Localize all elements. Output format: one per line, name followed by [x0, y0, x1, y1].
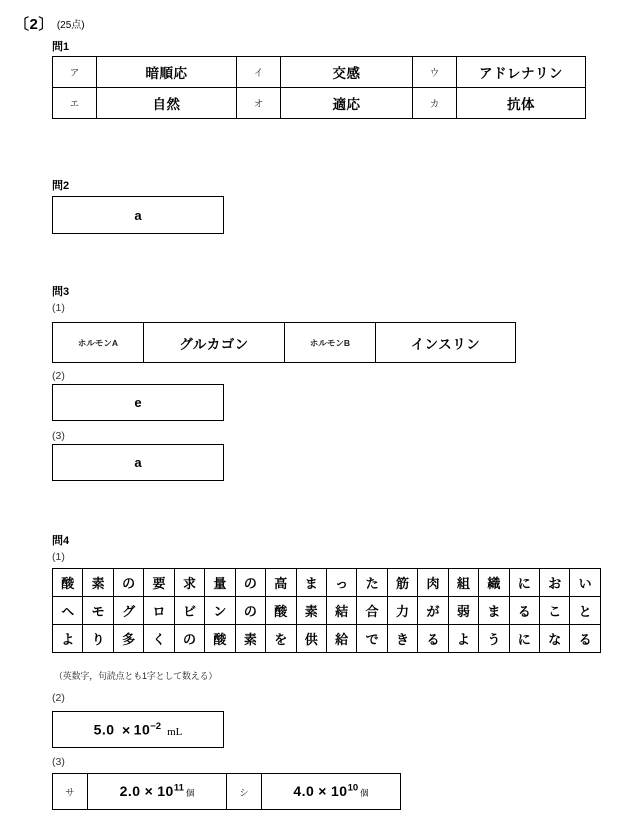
manuscript-cell[interactable]: 給: [326, 625, 356, 653]
manuscript-cell[interactable]: き: [387, 625, 417, 653]
manuscript-cell[interactable]: 素: [235, 625, 265, 653]
manuscript-cell[interactable]: う: [479, 625, 509, 653]
manuscript-cell[interactable]: ヘ: [53, 597, 83, 625]
question-3-3-label: (3): [52, 430, 65, 442]
key-cell-sa: サ: [53, 774, 88, 810]
question-3-3-answer-text: a: [134, 455, 142, 470]
manuscript-cell[interactable]: の: [235, 569, 265, 597]
q4-3-shi-exponent: 10: [347, 782, 359, 794]
answer-cell-e[interactable]: 自然: [97, 88, 237, 119]
question-3-2-answer-box[interactable]: [52, 384, 224, 421]
manuscript-cell[interactable]: ン: [205, 597, 235, 625]
manuscript-cell[interactable]: 組: [448, 569, 478, 597]
section-points: (25点): [56, 20, 85, 31]
manuscript-cell[interactable]: 筋: [387, 569, 417, 597]
question-1-table: [52, 56, 586, 119]
key-cell-ka: カ: [413, 88, 457, 119]
question-4-3-table: [52, 773, 401, 810]
manuscript-cell[interactable]: の: [174, 625, 204, 653]
manuscript-cell[interactable]: の: [235, 597, 265, 625]
question-4-2-answer-text: [94, 721, 183, 738]
manuscript-cell[interactable]: 結: [326, 597, 356, 625]
question-3-2-label: (2): [52, 370, 65, 382]
key-cell-u: ウ: [413, 57, 457, 88]
q4-3-shi-value: [293, 783, 368, 799]
manuscript-cell[interactable]: ま: [296, 569, 326, 597]
key-cell-a: ア: [53, 57, 97, 88]
manuscript-cell[interactable]: 高: [266, 569, 296, 597]
manuscript-cell[interactable]: 酸: [205, 625, 235, 653]
manuscript-row: [53, 569, 601, 597]
manuscript-cell[interactable]: る: [418, 625, 448, 653]
key-cell-i: イ: [237, 57, 281, 88]
manuscript-cell[interactable]: 織: [479, 569, 509, 597]
manuscript-cell[interactable]: ロ: [144, 597, 174, 625]
question-2-answer-box[interactable]: [52, 196, 224, 234]
answer-cell-i[interactable]: 交感: [281, 57, 413, 88]
question-3-3-answer-box[interactable]: [52, 444, 224, 481]
manuscript-row: [53, 597, 601, 625]
manuscript-cell[interactable]: よ: [448, 625, 478, 653]
manuscript-cell[interactable]: 多: [113, 625, 143, 653]
hormone-b-label: ホルモンB: [285, 323, 376, 363]
manuscript-cell[interactable]: 酸: [53, 569, 83, 597]
answer-cell-ka[interactable]: 抗体: [457, 88, 586, 119]
question-4-1-manuscript-grid[interactable]: [52, 568, 601, 653]
manuscript-cell[interactable]: ビ: [174, 597, 204, 625]
q4-3-shi-base: 10: [330, 782, 348, 799]
manuscript-cell[interactable]: な: [540, 625, 570, 653]
question-3-2-answer-text: e: [134, 395, 142, 410]
manuscript-cell[interactable]: 求: [174, 569, 204, 597]
manuscript-cell[interactable]: よ: [53, 625, 83, 653]
question-4-2-label: (2): [52, 692, 65, 704]
manuscript-cell[interactable]: る: [570, 625, 600, 653]
key-cell-e: エ: [53, 88, 97, 119]
hormone-a-label: ホルモンA: [53, 323, 144, 363]
manuscript-cell[interactable]: で: [357, 625, 387, 653]
manuscript-cell[interactable]: 要: [144, 569, 174, 597]
table-row: [53, 88, 586, 119]
hormone-b-answer[interactable]: インスリン: [376, 323, 516, 363]
hormone-a-answer[interactable]: グルカゴン: [144, 323, 285, 363]
manuscript-cell[interactable]: る: [509, 597, 539, 625]
manuscript-cell[interactable]: っ: [326, 569, 356, 597]
q4-2-mantissa: 5.0: [93, 721, 115, 738]
table-row: [53, 323, 516, 363]
manuscript-cell[interactable]: 酸: [266, 597, 296, 625]
q4-3-sa-times: ×: [144, 782, 154, 799]
key-cell-shi: シ: [227, 774, 262, 810]
question-3-1-label: (1): [52, 302, 65, 314]
answer-cell-shi[interactable]: [262, 774, 401, 810]
manuscript-cell[interactable]: の: [113, 569, 143, 597]
q4-3-sa-base: 10: [157, 782, 174, 799]
manuscript-cell[interactable]: く: [144, 625, 174, 653]
manuscript-cell[interactable]: に: [509, 625, 539, 653]
q4-2-unit: mL: [167, 725, 183, 738]
manuscript-cell[interactable]: ま: [479, 597, 509, 625]
manuscript-cell[interactable]: に: [509, 569, 539, 597]
manuscript-cell[interactable]: こ: [540, 597, 570, 625]
manuscript-cell[interactable]: が: [418, 597, 448, 625]
manuscript-cell[interactable]: 力: [387, 597, 417, 625]
answer-cell-sa[interactable]: [88, 774, 227, 810]
table-row: [53, 57, 586, 88]
q4-3-shi-unit: 個: [360, 787, 369, 798]
manuscript-cell[interactable]: 素: [296, 597, 326, 625]
q4-3-sa-mantissa: 2.0: [119, 782, 141, 799]
question-4-3-label: (3): [52, 756, 65, 768]
manuscript-cell[interactable]: 合: [357, 597, 387, 625]
question-3-1-table: [52, 322, 516, 363]
q4-3-shi-mantissa: 4.0: [293, 782, 315, 799]
manuscript-row: [53, 625, 601, 653]
q4-2-base: 10: [133, 721, 151, 738]
question-3-label: 問3: [52, 286, 70, 298]
q4-2-exponent: −2: [150, 721, 162, 733]
manuscript-cell[interactable]: お: [540, 569, 570, 597]
q4-3-shi-times: ×: [318, 782, 327, 799]
answer-cell-u[interactable]: アドレナリン: [457, 57, 586, 88]
manuscript-cell[interactable]: と: [570, 597, 600, 625]
question-1-label: 問1: [52, 41, 70, 53]
manuscript-cell[interactable]: い: [570, 569, 600, 597]
manuscript-cell[interactable]: モ: [83, 597, 113, 625]
q4-3-sa-unit: 個: [185, 787, 195, 798]
section-number: 〔2〕: [14, 16, 54, 33]
question-2-label: 問2: [52, 180, 70, 192]
manuscript-cell[interactable]: を: [266, 625, 296, 653]
table-row: [53, 774, 401, 810]
manuscript-cell[interactable]: 素: [83, 569, 113, 597]
question-2-answer-text: a: [134, 207, 142, 223]
manuscript-cell[interactable]: 量: [205, 569, 235, 597]
manuscript-cell[interactable]: グ: [113, 597, 143, 625]
answer-cell-a[interactable]: 暗順応: [97, 57, 237, 88]
manuscript-cell[interactable]: 供: [296, 625, 326, 653]
manuscript-cell[interactable]: 弱: [448, 597, 478, 625]
question-4-1-label: (1): [52, 551, 65, 563]
manuscript-cell[interactable]: り: [83, 625, 113, 653]
manuscript-cell[interactable]: 肉: [418, 569, 448, 597]
answer-cell-o[interactable]: 適応: [281, 88, 413, 119]
question-4-1-note: （英数字，句読点とも1字として数える）: [54, 671, 218, 681]
key-cell-o: オ: [237, 88, 281, 119]
question-4-2-answer-box[interactable]: [52, 711, 224, 748]
manuscript-cell[interactable]: た: [357, 569, 387, 597]
q4-2-times: ×: [121, 721, 131, 738]
question-4-label: 問4: [52, 535, 70, 547]
q4-3-sa-value: [120, 783, 195, 799]
q4-3-sa-exponent: 11: [173, 782, 184, 794]
page-title: [14, 13, 85, 34]
